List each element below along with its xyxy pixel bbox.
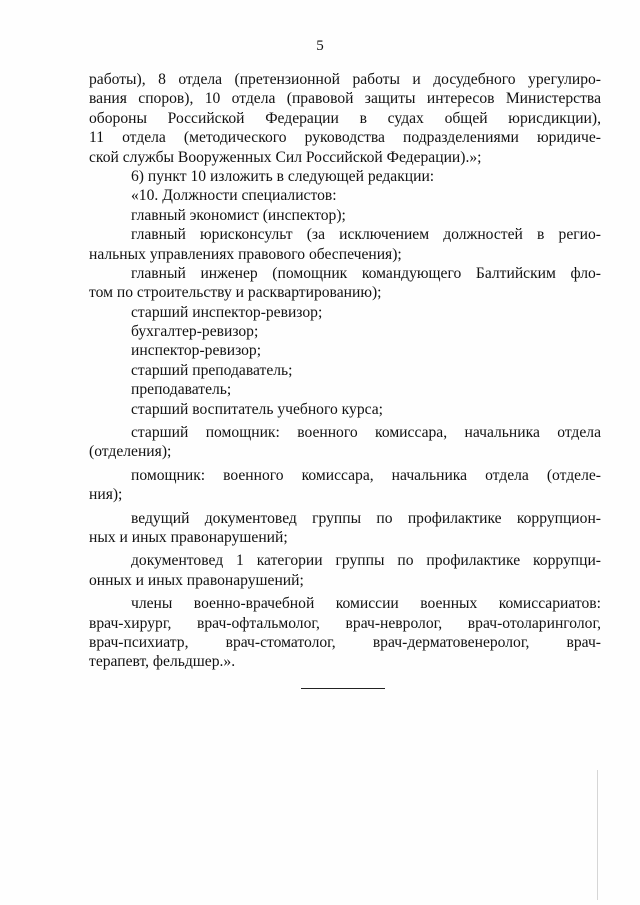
text-line: врач-хирург, врач-офтальмолог, врач-невролог, врач-отоларинголог, [89,614,601,632]
text-line: ведущий документовед группы по профилактике коррупцион- [131,509,601,527]
text-line: старший помощник: военного комиссара, начальника отдела [131,424,601,442]
text-line: ния); [89,486,123,504]
text-line: работы), 8 отдела (претензионной работы и досудебного урегулиро- [89,71,601,88]
text-line: ных и иных правонарушений; [89,528,288,546]
scan-artifact-line [597,770,598,900]
text-line: главный экономист (инспектор); [131,206,346,224]
text-line: старший инспектор-ревизор; [131,303,323,321]
end-separator-line [301,688,385,689]
text-line: вания споров), 10 отдела (правовой защиты интересов Министерства [89,90,601,108]
text-line: инспектор-ревизор; [131,342,262,360]
text-line: терапевт, фельдшер.». [89,653,236,671]
text-line: ской службы Вооруженных Сил Российской Федерации).»; [89,148,482,166]
text-line: (отделения); [89,443,172,461]
text-line: старший преподаватель; [131,361,293,379]
text-line: врач-психиатр, врач-стоматолог, врач-дерматовенеролог, врач- [89,633,601,651]
text-line: обороны Российской Федерации в судах общей юрисдикции), [89,109,601,127]
text-line: 6) пункт 10 изложить в следующей редакции: [131,167,435,185]
text-line: «10. Должности специалистов: [131,187,337,205]
text-line: старший воспитатель учебного курса; [131,400,383,418]
text-line: документовед 1 категории группы по профилактике коррупци- [131,552,601,570]
document-body [89,70,601,672]
text-line: том по строительству и расквартированию); [89,284,382,302]
text-line: бухгалтер-ревизор; [131,323,259,341]
text-line: преподаватель; [131,381,232,399]
text-line: онных и иных правонарушений; [89,571,304,589]
text-line: помощник: военного комиссара, начальника отдела (отделе- [131,466,601,484]
text-line: нальных управлениях правового обеспечения); [89,245,402,263]
text-line: члены военно-врачебной комиссии военных комиссариатов: [131,595,601,613]
page-number: 5 [316,38,324,54]
text-line: 11 отдела (методического руководства подразделениями юридиче- [89,129,601,147]
text-line: главный инженер (помощник командующего Балтийским фло- [131,264,601,282]
text-line: главный юрисконсульт (за исключением должностей в регио- [131,226,601,244]
